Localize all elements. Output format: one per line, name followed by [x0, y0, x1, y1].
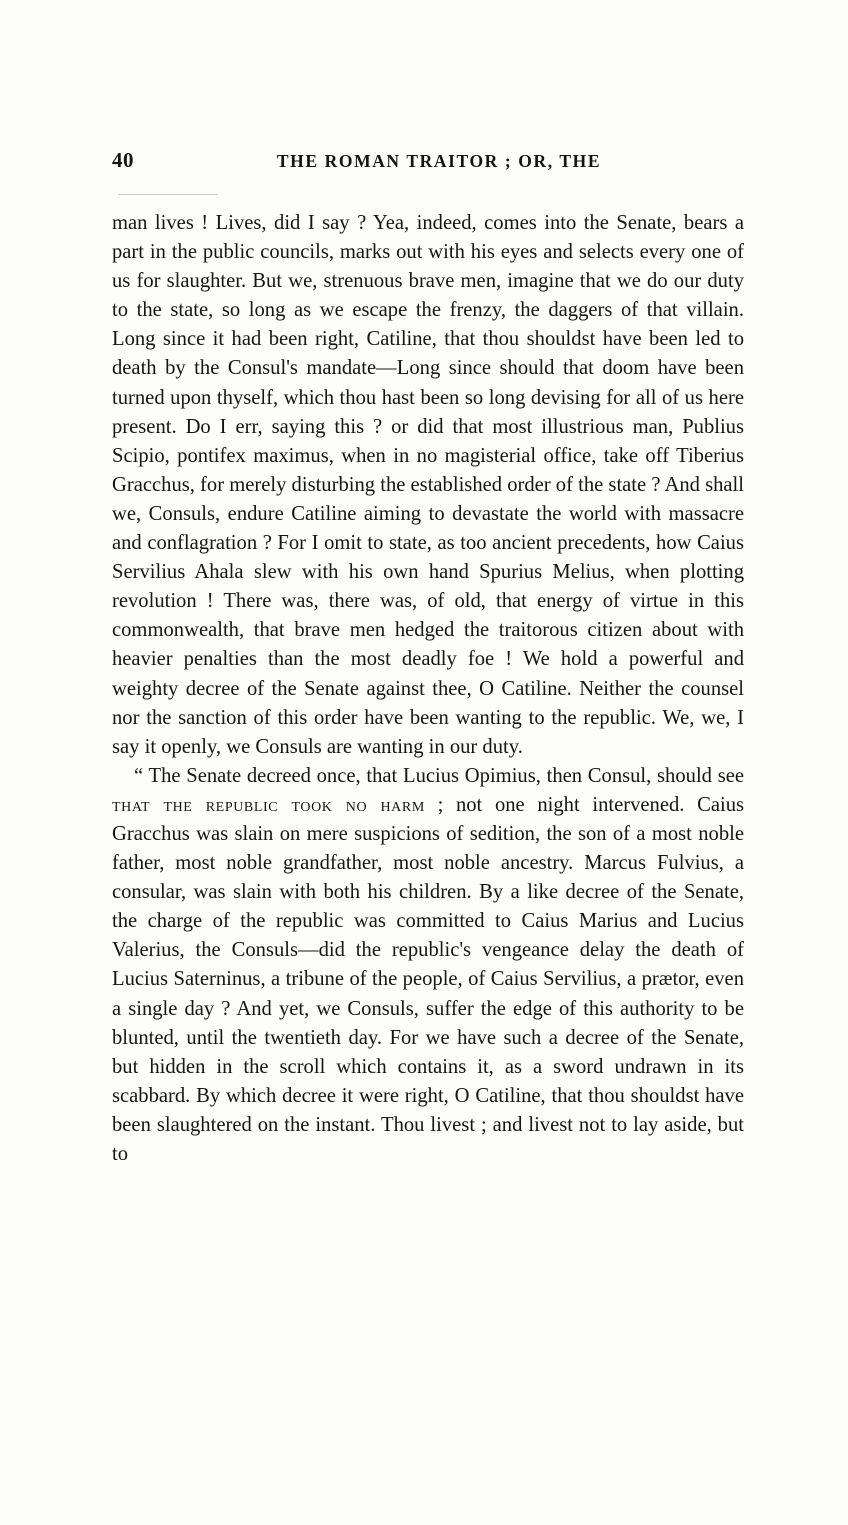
paragraph	[112, 762, 744, 1169]
paragraph	[112, 209, 744, 762]
running-head-title: THE ROMAN TRAITOR ; OR, THE	[276, 151, 602, 171]
running-head	[112, 148, 744, 182]
text-run: “ The Senate decreed once, that Lucius Opimius, then Consul, should see	[134, 764, 744, 787]
page-number: 40	[112, 148, 134, 172]
header-rule	[118, 194, 218, 195]
small-caps-phrase: that the republic took no harm	[112, 793, 425, 816]
text-run: ; not one night intervened. Caius Gracchus was slain on mere suspicions of sedition, the son of a most noble father, most noble grandfather, most noble ancestry. Marcus Fulvius, a consular, was slain with both his children. By a like decree of the Senate, the charge of the republic was committed to Caius Marius and Lucius Valerius, the Consuls—did the republic's vengeance delay the death of Lucius Saterninus, a tribune of the people, of Caius Servilius, a prætor, even a single day ? And yet, we Consuls, suffer the edge of this authority to be blunted, until the twentieth day. For we have such a decree of the Senate, but hidden in the scroll which contains it, as a sword undrawn in its scabbard. By which decree it were right, O Catiline, that thou shouldst have been slaughtered on the instant. Thou livest ; and livest not to lay aside, but to	[112, 793, 744, 1165]
page-content-area	[112, 148, 744, 1169]
body-text	[112, 209, 744, 1169]
text-run: man lives ! Lives, did I say ? Yea, indeed, comes into the Senate, bears a part in the public councils, marks out with his eyes and selects every one of us for slaughter. But we, strenuous brave men, imagine that we do our duty to the state, so long as we escape the frenzy, the daggers of that villain. Long since it had been right, Catiline, that thou shouldst have been led to death by the Consul's mandate—Long since should that doom have been turned upon thyself, which thou hast been so long devising for all of us here present. Do I err, saying this ? or did that most illustrious man, Publius Scipio, pontifex maximus, when in no magisterial office, take off Tiberius Gracchus, for merely disturbing the established order of the state ? And shall we, Consuls, endure Catiline aiming to devastate the world with massacre and conflagration ? For I omit to state, as too ancient precedents, how Caius Servilius Ahala slew with his own hand Spurius Melius, when plotting revolution ! There was, there was, of old, that energy of virtue in this commonwealth, that brave men hedged the traitorous citizen about with heavier penalties than the most deadly foe ! We hold a powerful and weighty decree of the Senate against thee, O Catiline. Neither the counsel nor the sanction of this order have been wanting to the republic. We, we, I say it openly, we Consuls are wanting in our duty.	[112, 212, 744, 758]
